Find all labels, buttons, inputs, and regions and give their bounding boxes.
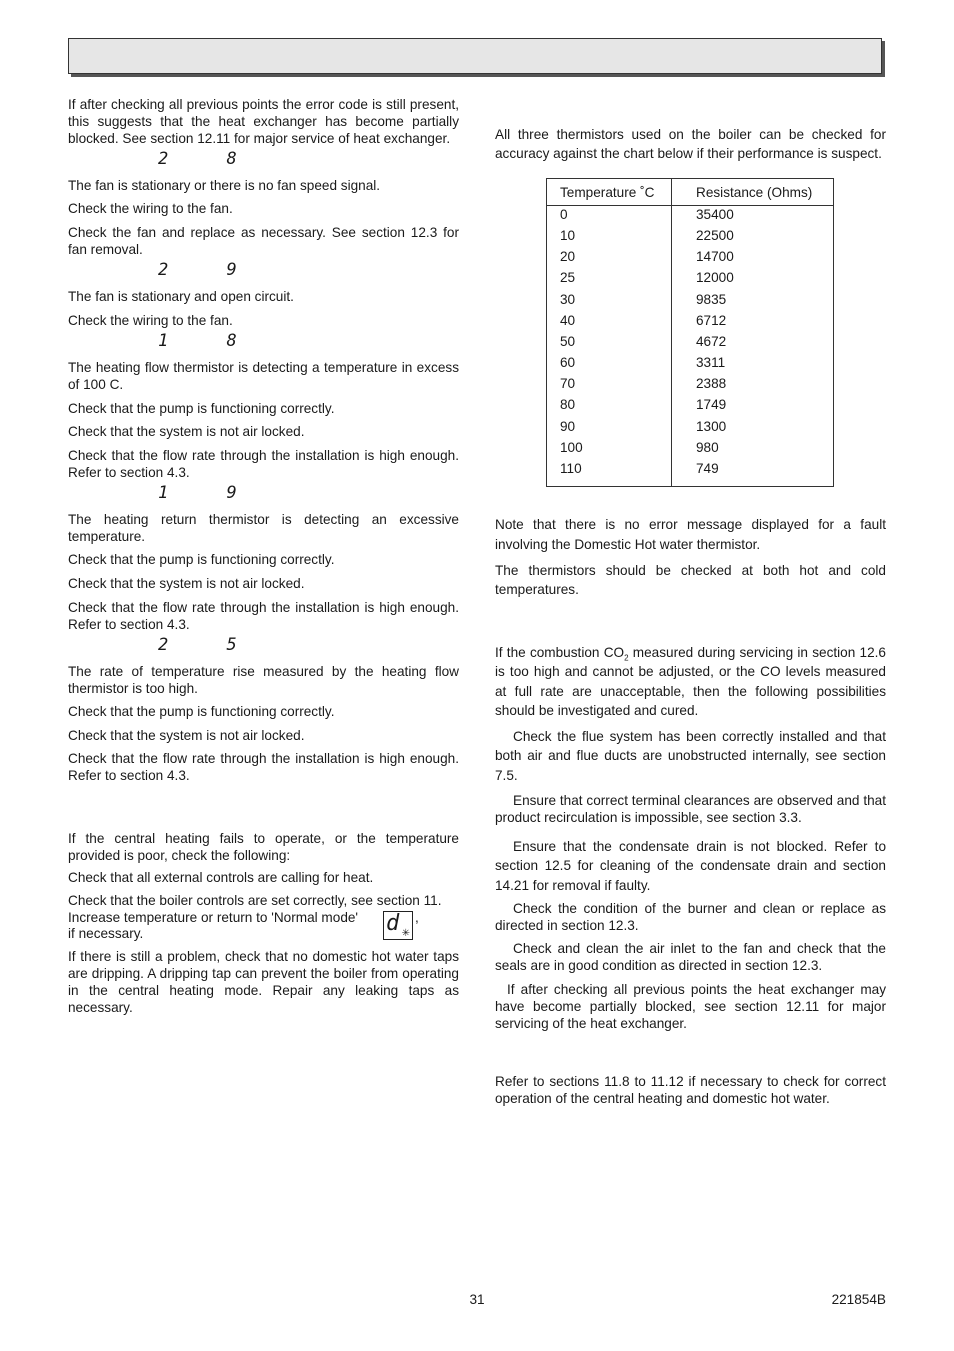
ch-line-controls: Check that the boiler controls are set correctly, see section 11.	[68, 893, 442, 908]
table-cell-temperature: 110	[560, 461, 582, 476]
page-number: 31	[469, 1292, 485, 1307]
thermistor-intro: All three thermistors used on the boiler can be checked for accuracy against the chart below if their performance is suspect.	[495, 127, 886, 161]
table-cell-resistance: 4672	[696, 334, 727, 349]
e25-line-4: Check that the flow rate through the installation is high enough. Refer to section 4.3.	[68, 751, 459, 783]
table-cell-resistance: 1300	[696, 419, 727, 434]
e28-line-1: The fan is stationary or there is no fan speed signal.	[68, 178, 381, 193]
table-cell-temperature: 60	[560, 355, 576, 370]
thermistor-table	[546, 178, 834, 487]
document-code: 221854B	[831, 1292, 886, 1307]
table-cell-resistance: 22500	[696, 228, 734, 243]
e25-line-3: Check that the system is not air locked.	[68, 728, 305, 743]
section-header-bar	[68, 38, 882, 74]
check-condensate: Ensure that the condensate drain is not blocked. Refer to section 12.5 for cleaning of the condensate drain and section 14.21 for removal if faulty.	[495, 839, 886, 893]
error-code-28: 2 8	[158, 149, 261, 169]
ch-intro: If the central heating fails to operate, or the temperature provided is poor, check the following:	[68, 831, 459, 863]
snowflake-icon: ✳	[401, 928, 410, 939]
table-cell-temperature: 25	[560, 270, 576, 285]
e28-line-2: Check the wiring to the fan.	[68, 201, 233, 216]
e25-line-2: Check that the pump is functioning correctly.	[68, 704, 335, 719]
table-cell-temperature: 30	[560, 292, 576, 307]
error-code-18: 1 8	[158, 331, 261, 351]
ch-line-dripping: If there is still a problem, check that no domestic hot water taps are dripping. A dripping tap can prevent the boiler from operating in the central heating mode. Repair any leaking taps as necessary.	[68, 949, 459, 1015]
refer-sections: Refer to sections 11.8 to 11.12 if necessary to check for correct operation of the central heating and domestic hot water.	[495, 1074, 886, 1106]
table-cell-resistance: 980	[696, 440, 719, 455]
e19-line-3: Check that the system is not air locked.	[68, 576, 305, 591]
table-cell-temperature: 100	[560, 440, 583, 455]
intro-paragraph: If after checking all previous points the error code is still present, this suggests that the heat exchanger has become partially blocked. See section 12.11 for major service of heat exchanger.	[68, 97, 459, 146]
e18-line-1: The heating flow thermistor is detecting a temperature in excess of 100 C.	[68, 360, 459, 392]
check-flue: Check the flue system has been correctly installed and that both air and flue ducts are unobstructed internally, see section 7.5.	[495, 729, 886, 783]
table-header-temperature: Temperature ˚C	[560, 185, 655, 200]
e19-line-4: Check that the flow rate through the installation is high enough. Refer to section 4.3.	[68, 600, 459, 632]
table-cell-resistance: 1749	[696, 397, 727, 412]
table-header-resistance: Resistance (Ohms)	[696, 185, 813, 200]
ch-line-increase: Increase temperature or return to 'Normal mode'	[68, 910, 359, 925]
table-cell-temperature: 20	[560, 249, 576, 264]
e18-line-4: Check that the flow rate through the installation is high enough. Refer to section 4.3.	[68, 448, 459, 480]
e19-line-1: The heating return thermistor is detecting an excessive temperature.	[68, 512, 459, 544]
table-cell-temperature: 10	[560, 228, 576, 243]
ch-comma: ,	[415, 910, 419, 925]
note-dhw-thermistor: Note that there is no error message displayed for a fault involving the Domestic Hot water thermistor.	[495, 517, 886, 552]
check-burner: Check the condition of the burner and clean or replace as directed in section 12.3.	[495, 901, 886, 933]
table-cell-resistance: 6712	[696, 313, 727, 328]
check-clearances: Ensure that correct terminal clearances are observed and that product recirculation is impossible, see section 3.3.	[495, 793, 886, 825]
table-cell-temperature: 80	[560, 397, 576, 412]
e18-line-3: Check that the system is not air locked.	[68, 424, 305, 439]
table-cell-temperature: 0	[560, 207, 568, 222]
e29-line-2: Check the wiring to the fan.	[68, 313, 233, 328]
table-cell-temperature: 50	[560, 334, 576, 349]
check-heat-exchanger: If after checking all previous points the heat exchanger may have become partially blocked, see section 12.11 for major servicing of the heat exchanger.	[495, 982, 886, 1031]
e19-line-2: Check that the pump is functioning correctly.	[68, 552, 335, 567]
error-code-25: 2 5	[158, 635, 261, 655]
combustion-paragraph: If the combustion $CO_2$ measured during servicing in section 12.6 is too high and cannot be adjusted, or the CO levels measured at full rate are unacceptable, then the following possibilities should be investigated and cured.	[495, 645, 886, 718]
ch-line-if-necessary: if necessary.	[68, 926, 144, 941]
table-cell-resistance: 35400	[696, 207, 734, 222]
table-cell-resistance: 2388	[696, 376, 727, 391]
e28-line-3: Check the fan and replace as necessary. See section 12.3 for fan removal.	[68, 225, 459, 257]
table-cell-resistance: 749	[696, 461, 719, 476]
table-cell-resistance: 9835	[696, 292, 727, 307]
e29-line-1: The fan is stationary and open circuit.	[68, 289, 294, 304]
error-code-19: 1 9	[158, 483, 261, 503]
display-d-glyph: d	[386, 911, 400, 936]
table-cell-resistance: 12000	[696, 270, 734, 285]
e18-line-2: Check that the pump is functioning correctly.	[68, 401, 335, 416]
table-cell-resistance: 3311	[696, 355, 726, 370]
table-cell-temperature: 90	[560, 419, 576, 434]
table-cell-temperature: 70	[560, 376, 576, 391]
error-code-29: 2 9	[158, 260, 261, 280]
ch-line-external: Check that all external controls are calling for heat.	[68, 870, 374, 885]
note-hot-cold: The thermistors should be checked at both hot and cold temperatures.	[495, 563, 886, 597]
table-cell-resistance: 14700	[696, 249, 734, 264]
table-cell-temperature: 40	[560, 313, 576, 328]
e25-line-1: The rate of temperature rise measured by the heating flow thermistor is too high.	[68, 664, 459, 696]
check-air-inlet: Check and clean the air inlet to the fan and check that the seals are in good condition as directed in section 12.3.	[495, 941, 886, 973]
